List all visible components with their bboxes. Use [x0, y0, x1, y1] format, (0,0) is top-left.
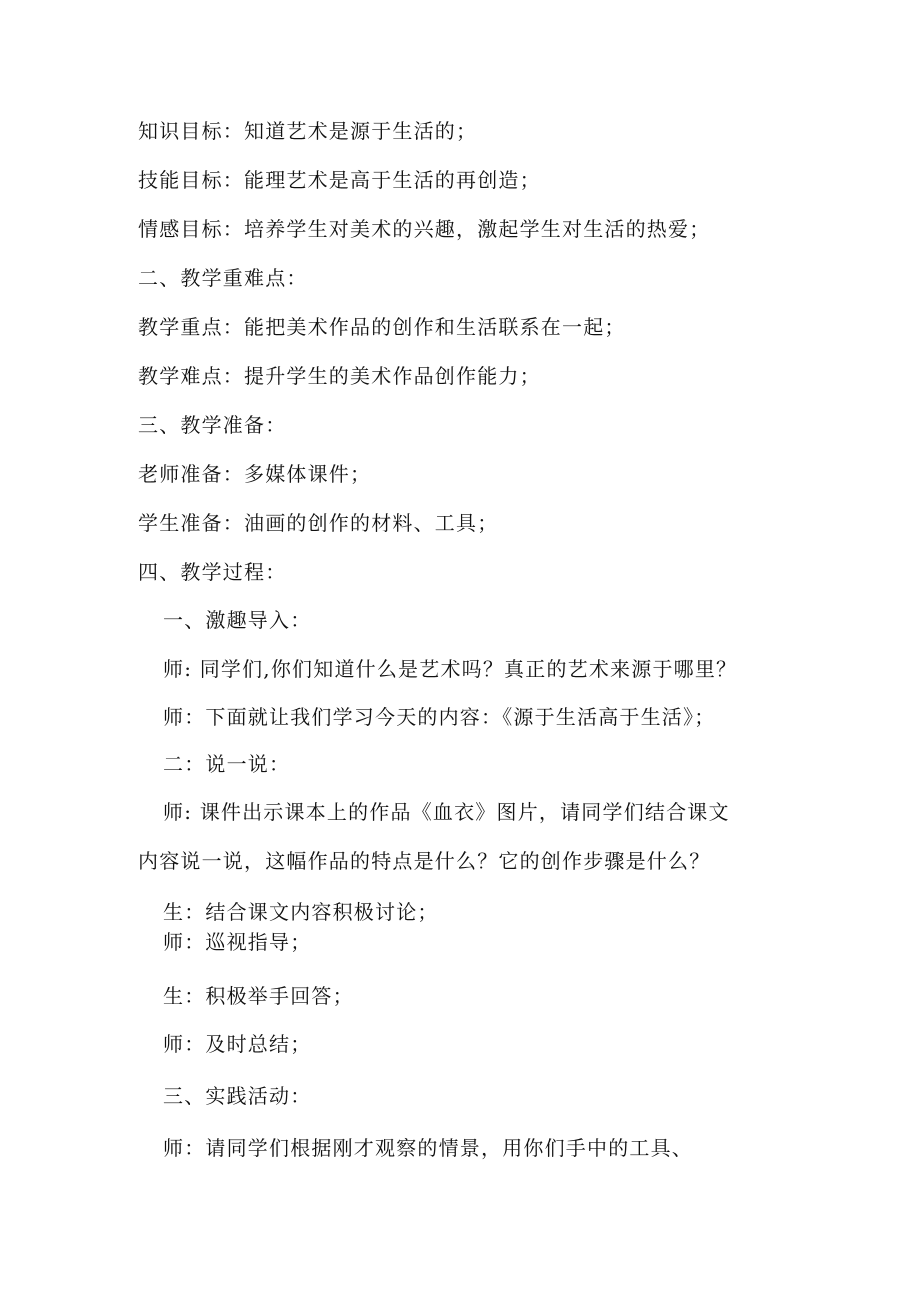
student-preparation: 学生准备：油画的创作的材料、工具； [138, 511, 499, 535]
skill-objective: 技能目标：能理艺术是高于生活的再创造； [138, 168, 541, 192]
teacher-question: 师: 同学们,你们知道什么是艺术吗？真正的艺术来源于哪里？ [163, 657, 738, 681]
section-heading-key-points: 二、教学重难点： [138, 266, 308, 290]
emotional-objective: 情感目标：培养学生对美术的兴趣，激起学生对生活的热爱； [138, 217, 711, 241]
teaching-focus: 教学重点：能把美术作品的创作和生活联系在一起； [138, 315, 626, 339]
step-heading-introduction: 一、激趣导入： [163, 608, 312, 632]
section-heading-preparation: 三、教学准备： [138, 413, 287, 437]
teacher-discussion-prompt-continued: 内容说一说，这幅作品的特点是什么？它的创作步骤是什么？ [138, 849, 711, 873]
student-answer: 生：积极举手回答； [163, 984, 354, 1008]
step-heading-practice: 三、实践活动： [163, 1084, 312, 1108]
teaching-difficulty: 教学难点：提升学生的美术作品创作能力； [138, 364, 541, 388]
student-discussion: 生：结合课文内容积极讨论； [163, 900, 439, 924]
teacher-introduction: 师：下面就让我们学习今天的内容：《源于生活高于生活》； [163, 705, 716, 729]
section-heading-process: 四、教学过程： [138, 560, 287, 584]
teacher-practice-prompt: 师：请同学们根据刚才观察的情景，用你们手中的工具、 [163, 1136, 693, 1160]
teacher-guidance: 师：巡视指导； [163, 930, 312, 954]
step-heading-discussion: 二：说一说： [163, 752, 291, 776]
knowledge-objective: 知识目标：知道艺术是源于生活的； [138, 119, 478, 143]
teacher-discussion-prompt: 师: 课件出示课本上的作品《血衣》图片，请同学们结合课文 [163, 800, 730, 824]
teacher-preparation: 老师准备：多媒体课件； [138, 462, 372, 486]
teacher-summary: 师：及时总结； [163, 1032, 312, 1056]
